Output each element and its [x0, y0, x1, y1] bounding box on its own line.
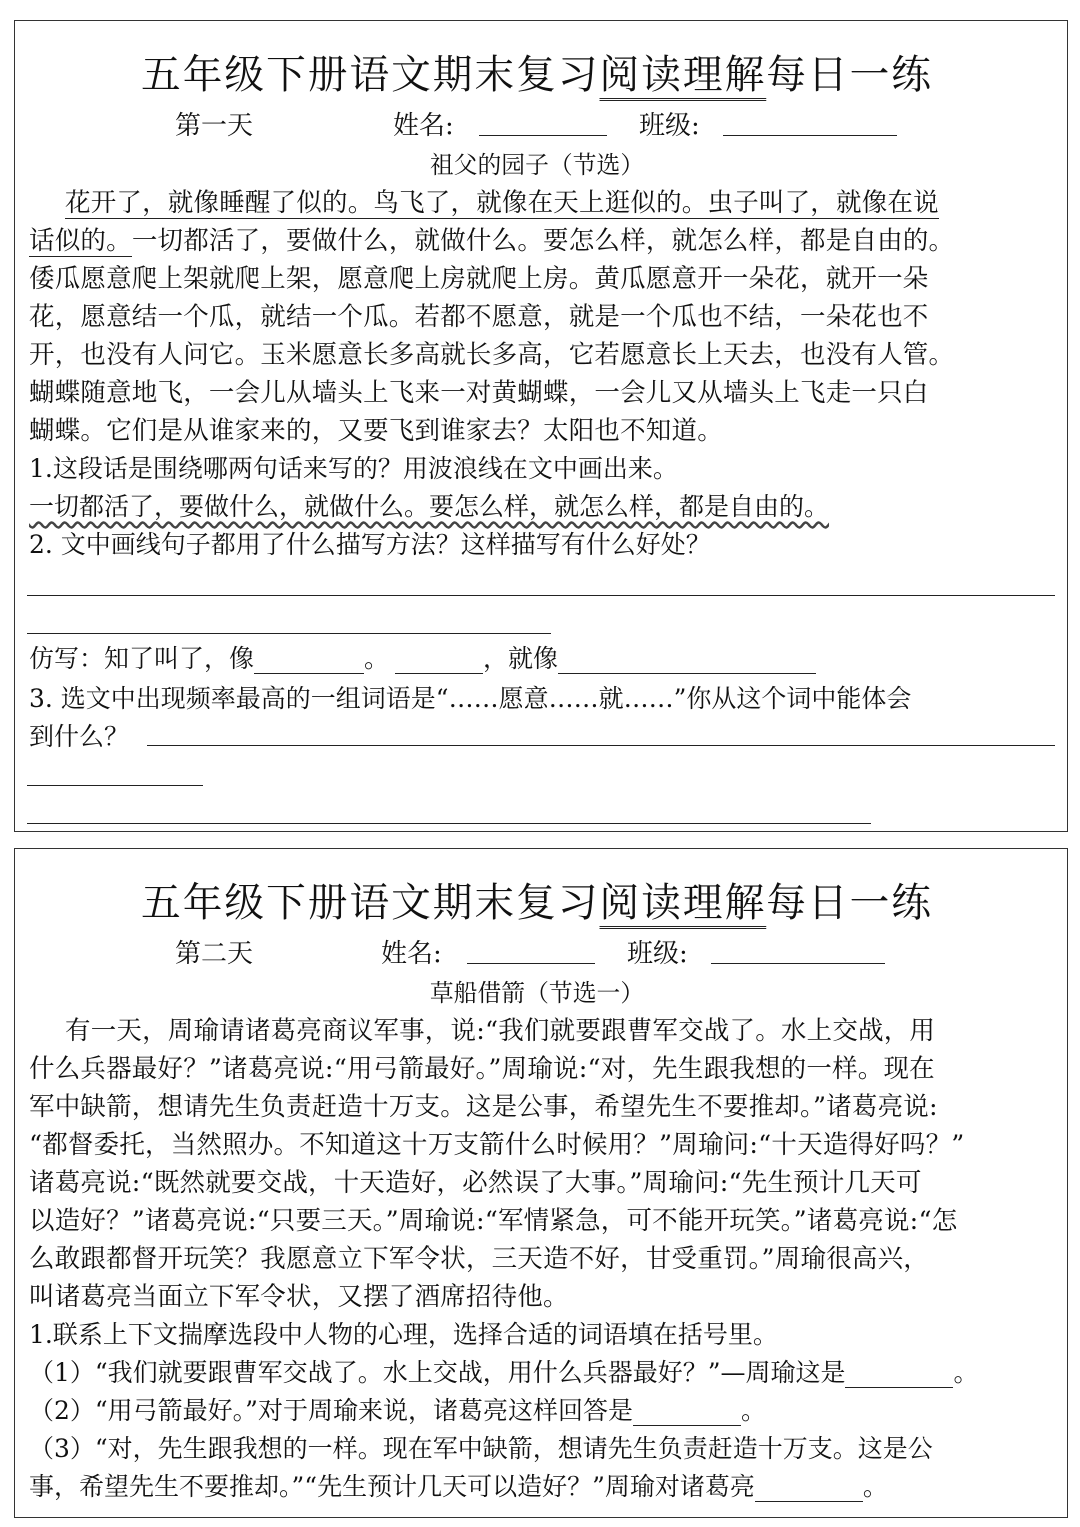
passage-title: 祖父的园子（节选）: [429, 151, 645, 179]
passage-line: 开，也没有人问它。玉米愿意长多高就长多高，它若愿意长上天去，也没有人管。: [29, 340, 955, 370]
sub-question-2: （2）“用弓箭最好。”对于周瑜来说，诸葛亮这样回答是 。: [29, 1396, 766, 1425]
passage-line: 话似的。一切都活了，要做什么，就做什么。要怎么样，就怎么样，都是自由的。: [29, 226, 955, 256]
answer-line[interactable]: [27, 633, 551, 634]
passage-line: 军中缺箭，想请先生负责赶造十万支。这是公事，希望先生不要推却。”诸葛亮说:: [29, 1092, 938, 1122]
question-1-answer[interactable]: 一切都活了，要做什么，就做什么。要怎么样，就怎么样，都是自由的。: [29, 492, 830, 521]
class-field[interactable]: [711, 963, 885, 964]
name-label: 姓名:: [381, 939, 442, 969]
fill-blank[interactable]: [254, 644, 364, 674]
worksheet-day-2: [14, 848, 1068, 1518]
answer-line[interactable]: [27, 823, 871, 824]
sub-question-3-cont: 事，希望先生不要推却。”“先生预计几天可以造好？”周瑜对诸葛亮 。: [29, 1472, 888, 1501]
name-field[interactable]: [467, 963, 595, 964]
question-2: 2. 文中画线句子都用了什么描写方法？这样描写有什么好处？: [29, 530, 711, 559]
passage-title: 草船借箭（节选一）: [429, 979, 645, 1007]
answer-line[interactable]: [147, 745, 1055, 746]
fill-blank[interactable]: [633, 1396, 741, 1426]
worksheet-title: [15, 43, 1059, 100]
sub-question-3: （3）“对，先生跟我想的一样。现在军中缺箭，想请先生负责赶造十万支。这是公: [29, 1434, 933, 1463]
question-3-cont: 到什么？: [29, 722, 130, 751]
imitation-prompt: 仿写：知了叫了，像 。 ，就像: [29, 639, 816, 675]
passage-line: 诸葛亮说:“既然就要交战，十天造好，必然误了大事。”周瑜问:“先生预计几天可: [29, 1168, 922, 1198]
passage-line: 叫诸葛亮当面立下军令状，又摆了酒席招待他。: [29, 1282, 569, 1312]
underlined-sentence: 话似的。: [29, 226, 132, 256]
passage-line: 蝴蝶。它们是从谁家来的，又要飞到谁家去？太阳也不知道。: [29, 416, 723, 446]
day-label: 第一天: [175, 111, 254, 141]
title-part-2: 阅读理解: [600, 880, 767, 929]
fill-blank[interactable]: [558, 644, 816, 674]
class-label: 班级:: [627, 939, 688, 969]
answer-line[interactable]: [27, 785, 203, 786]
name-field[interactable]: [479, 135, 607, 136]
passage-line: “都督委托，当然照办。不知道这十万支箭什么时候用？”周瑜问:“十天造得好吗？”: [29, 1130, 965, 1160]
fill-blank[interactable]: [845, 1358, 953, 1388]
worksheet-day-1: [14, 20, 1068, 832]
day-label: 第二天: [175, 939, 254, 969]
question-1: 1.联系上下文揣摩选段中人物的心理，选择合适的词语填在括号里。: [29, 1320, 778, 1349]
passage-line: 花，愿意结一个瓜，就结一个瓜。若都不愿意，就是一个瓜也不结，一朵花也不: [29, 302, 929, 332]
title-part-3: 每日一练: [766, 52, 933, 98]
sub-question-1: （1）“我们就要跟曹军交战了。水上交战，用什么兵器最好？”—周瑜这是 。: [29, 1358, 979, 1387]
underlined-sentence: 花开了，就像睡醒了似的。鸟飞了，就像在天上逛似的。虫子叫了，就像在说: [65, 188, 939, 218]
fill-blank[interactable]: [755, 1472, 863, 1502]
passage-line: 么敢跟都督开玩笑？我愿意立下军令状，三天造不好，甘受重罚。”周瑜很高兴，: [29, 1244, 929, 1274]
passage-line: [65, 183, 939, 219]
name-label: 姓名:: [393, 111, 454, 141]
title-part-1: 五年级下册语文期末复习: [141, 880, 600, 926]
passage-line: 以造好？”诸葛亮说:“只要三天。”周瑜说:“军情紧急，可不能开玩笑。”诸葛亮说:“怎: [29, 1206, 958, 1236]
title-part-3: 每日一练: [766, 880, 933, 926]
passage-line: 有一天，周瑜请诸葛亮商议军事，说:“我们就要跟曹军交战了。水上交战，用: [65, 1016, 936, 1046]
passage-line: 蝴蝶随意地飞，一会儿从墙头上飞来一对黄蝴蝶，一会儿又从墙头上飞走一只白: [29, 378, 929, 408]
worksheet-title: [15, 871, 1059, 928]
class-label: 班级:: [639, 111, 700, 141]
answer-line[interactable]: [27, 595, 1055, 596]
title-part-2: 阅读理解: [600, 52, 767, 101]
title-part-1: 五年级下册语文期末复习: [141, 52, 600, 98]
class-field[interactable]: [723, 135, 897, 136]
question-1: 1.这段话是围绕哪两句话来写的？用波浪线在文中画出来。: [29, 454, 678, 483]
passage-line: 什么兵器最好？”诸葛亮说:“用弓箭最好。”周瑜说:“对，先生跟我想的一样。现在: [29, 1054, 935, 1084]
passage-line: 倭瓜愿意爬上架就爬上架，愿意爬上房就爬上房。黄瓜愿意开一朵花，就开一朵: [29, 264, 929, 294]
question-3: 3. 选文中出现频率最高的一组词语是“……愿意……就……”你从这个词中能体会: [29, 684, 912, 713]
fill-blank[interactable]: [395, 644, 483, 674]
